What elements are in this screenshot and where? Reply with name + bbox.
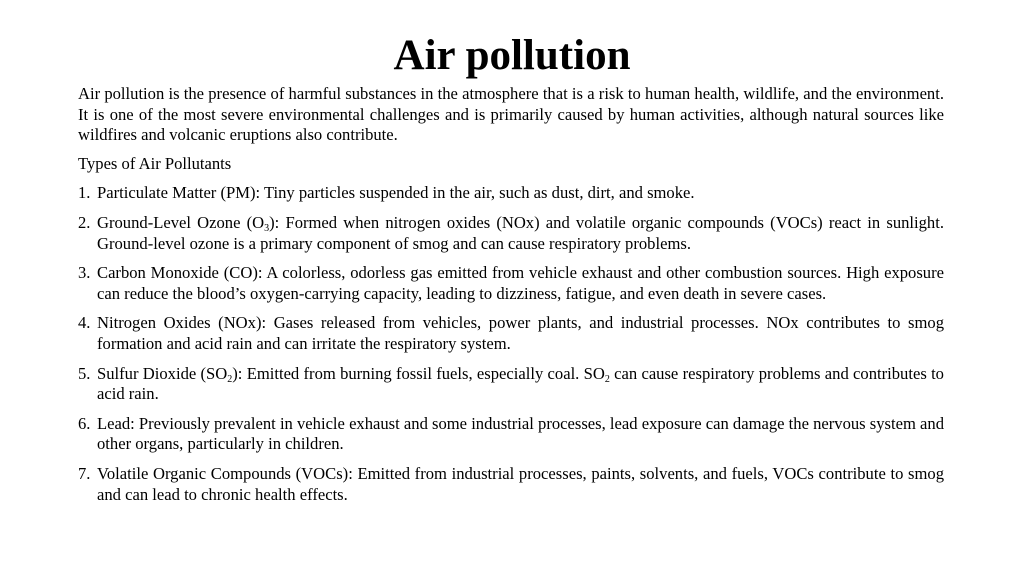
- list-item-text: Carbon Monoxide (CO): A colorless, odorless gas emitted from vehicle exhaust and other combustion sources. High exposure can reduce the blood’s oxygen-carrying capacity, leading to dizziness, fatigue, and even death in severe cases.: [97, 263, 944, 303]
- list-item-text: [97, 364, 944, 404]
- list-item-ozone: [78, 213, 944, 254]
- list-number: 2.: [78, 212, 91, 232]
- list-item-vocs: [78, 464, 944, 505]
- list-item-particulate-matter: [78, 183, 944, 204]
- subscript: 2: [227, 373, 233, 385]
- list-number: 3.: [78, 263, 91, 283]
- slide-title: Air pollution: [393, 32, 631, 79]
- list-item-carbon-monoxide: [78, 263, 944, 304]
- list-number: 4.: [78, 313, 91, 333]
- types-heading: Types of Air Pollutants: [78, 153, 232, 173]
- subscript: 2: [604, 373, 610, 385]
- list-number: 7.: [78, 463, 91, 483]
- slide-body: [78, 84, 944, 514]
- list-item-text: Volatile Organic Compounds (VOCs): Emitted from industrial processes, paints, solvents, and fuels, VOCs contribute to smog and can lead to chronic health effects.: [97, 463, 944, 504]
- intro-paragraph: Air pollution is the presence of harmful substances in the atmosphere that is a risk to human health, wildlife, and the environment. It is one of the most severe environmental challenges and is primarily caused by human activities, although natural sources like wildfires and volcanic eruptions also contribute.: [78, 84, 944, 145]
- list-item-nitrogen-oxides: [78, 313, 944, 354]
- list-number: 1.: [78, 183, 91, 203]
- text-segment: ): Formed when nitrogen oxides (NOx) and volatile organic compounds (VOCs) react in sunlight. Ground-level ozone is a primary component of smog and can cause respiratory problems.: [97, 212, 944, 253]
- list-item-text: Lead: Previously prevalent in vehicle exhaust and some industrial processes, lead exposure can damage the nervous system and other organs, particularly in children.: [97, 413, 944, 454]
- list-number: 6.: [78, 413, 91, 433]
- text-segment: Sulfur Dioxide (SO: [97, 363, 228, 383]
- list-item-sulfur-dioxide: [78, 364, 944, 405]
- pollutant-list: [78, 183, 944, 505]
- list-item-text: Particulate Matter (PM): Tiny particles suspended in the air, such as dust, dirt, and smoke.: [97, 183, 695, 203]
- list-item-text: [97, 213, 944, 253]
- list-item-lead: [78, 414, 944, 455]
- text-segment: ): Emitted from burning fossil fuels, especially coal. SO: [232, 363, 605, 383]
- list-number: 5.: [78, 363, 91, 383]
- text-segment: can cause respiratory problems and contributes to acid rain.: [97, 363, 944, 404]
- list-item-text: Nitrogen Oxides (NOx): Gases released from vehicles, power plants, and industrial processes. NOx contributes to smog formation and acid rain and can irritate the respiratory system.: [97, 313, 944, 353]
- subscript: 3: [264, 222, 270, 234]
- text-segment: Ground-Level Ozone (O: [97, 212, 265, 232]
